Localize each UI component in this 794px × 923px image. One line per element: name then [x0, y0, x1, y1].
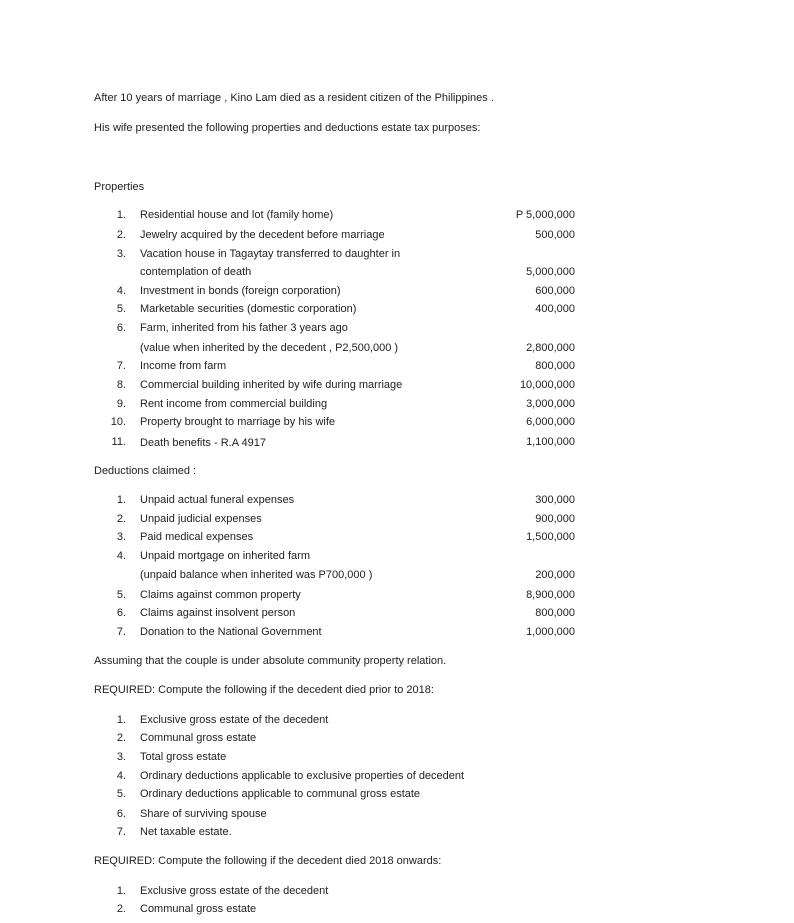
deduction-amount: 800,000: [535, 607, 575, 619]
property-label: Marketable securities (domestic corporation): [140, 303, 357, 315]
property-amount: 3,000,000: [526, 398, 575, 410]
item-number: 7.: [116, 826, 126, 838]
deduction-amount: 1,000,000: [526, 626, 575, 638]
property-amount: 10,000,000: [519, 379, 575, 391]
property-amount: 800,000: [535, 360, 575, 372]
deduction-label: Donation to the National Government: [140, 626, 322, 638]
required-item: Communal gross estate: [140, 903, 257, 915]
item-number: 6.: [116, 607, 126, 619]
deduction-label: Claims against common property: [140, 589, 301, 601]
item-number: 5.: [116, 589, 126, 601]
item-number: 2.: [116, 229, 126, 241]
property-label: Vacation house in Tagaytay transferred to daughter in: [140, 248, 401, 260]
deductions-heading: Deductions claimed :: [94, 465, 197, 477]
deduction-label: Unpaid judicial expenses: [140, 513, 262, 525]
item-number: 7.: [116, 360, 126, 372]
item-number: 5.: [116, 303, 126, 315]
item-number: 2.: [116, 732, 126, 744]
property-label-continued: contemplation of death: [140, 266, 252, 278]
item-number: 3.: [116, 248, 126, 260]
item-number: 2.: [116, 903, 126, 915]
item-number: 6.: [116, 322, 126, 334]
item-number: 4.: [116, 550, 126, 562]
deduction-amount: 1,500,000: [526, 531, 575, 543]
item-number: 5.: [116, 788, 126, 800]
item-number: 3.: [116, 751, 126, 763]
deduction-amount: 200,000: [535, 569, 575, 581]
deduction-amount: 8,900,000: [526, 589, 575, 601]
required-heading: REQUIRED: Compute the following if the decedent died 2018 onwards:: [94, 855, 442, 867]
required-heading: REQUIRED: Compute the following if the decedent died prior to 2018:: [94, 684, 434, 696]
property-amount: 500,000: [535, 229, 575, 241]
item-number: 7.: [116, 626, 126, 638]
property-label: Commercial building inherited by wife during marriage: [140, 379, 403, 391]
property-label: Residential house and lot (family home): [140, 209, 334, 221]
deduction-amount: 900,000: [535, 513, 575, 525]
deduction-label: Claims against insolvent person: [140, 607, 296, 619]
property-label: Jewelry acquired by the decedent before marriage: [140, 229, 385, 241]
property-label: Death benefits - R.A 4917: [140, 437, 266, 449]
item-number: 2.: [116, 513, 126, 525]
item-number: 1.: [116, 209, 126, 221]
required-item: Ordinary deductions applicable to exclusive properties of decedent: [140, 770, 465, 782]
intro-text: After 10 years of marriage , Kino Lam died as a resident citizen of the Philippines .: [94, 92, 494, 104]
required-item: Communal gross estate: [140, 732, 257, 744]
property-amount: 600,000: [535, 285, 575, 297]
deduction-label: Paid medical expenses: [140, 531, 254, 543]
item-number: 1.: [116, 714, 126, 726]
item-number: 6.: [116, 808, 126, 820]
item-number: 8.: [116, 379, 126, 391]
property-amount: 6,000,000: [526, 416, 575, 428]
item-number: 4.: [116, 770, 126, 782]
item-number: 10.: [110, 416, 126, 428]
assumption-text: Assuming that the couple is under absolute community property relation.: [94, 655, 447, 667]
properties-heading: Properties: [94, 181, 145, 193]
property-amount: 2,800,000: [526, 342, 575, 354]
required-item: Total gross estate: [140, 751, 227, 763]
item-number: 11.: [111, 436, 126, 448]
deduction-amount: 300,000: [535, 494, 575, 506]
deduction-label: Unpaid mortgage on inherited farm: [140, 550, 310, 562]
required-item: Net taxable estate.: [140, 826, 232, 838]
property-amount: 1,100,000: [526, 436, 575, 448]
item-number: 1.: [116, 885, 126, 897]
property-label: Investment in bonds (foreign corporation): [140, 285, 341, 297]
property-label: Property brought to marriage by his wife: [140, 416, 336, 428]
required-item: Exclusive gross estate of the decedent: [140, 885, 329, 897]
required-item: Share of surviving spouse: [140, 808, 267, 820]
intro-text: His wife presented the following properties and deductions estate tax purposes:: [94, 122, 481, 134]
required-item: Ordinary deductions applicable to communal gross estate: [140, 788, 421, 800]
deduction-label: Unpaid actual funeral expenses: [140, 494, 295, 506]
deduction-label-continued: (unpaid balance when inherited was P700,000 ): [140, 569, 373, 581]
item-number: 9.: [116, 398, 126, 410]
item-number: 3.: [116, 531, 126, 543]
property-label: Income from farm: [140, 360, 227, 372]
property-label: Farm, inherited from his father 3 years ago: [140, 322, 348, 334]
property-amount: 400,000: [535, 303, 575, 315]
property-amount: 5,000,000: [526, 266, 575, 278]
property-label: Rent income from commercial building: [140, 398, 328, 410]
item-number: 1.: [116, 494, 126, 506]
property-amount: P 5,000,000: [515, 209, 575, 221]
item-number: 4.: [116, 285, 126, 297]
required-item: Exclusive gross estate of the decedent: [140, 714, 329, 726]
property-label-continued: (value when inherited by the decedent , P2,500,000 ): [140, 342, 399, 354]
